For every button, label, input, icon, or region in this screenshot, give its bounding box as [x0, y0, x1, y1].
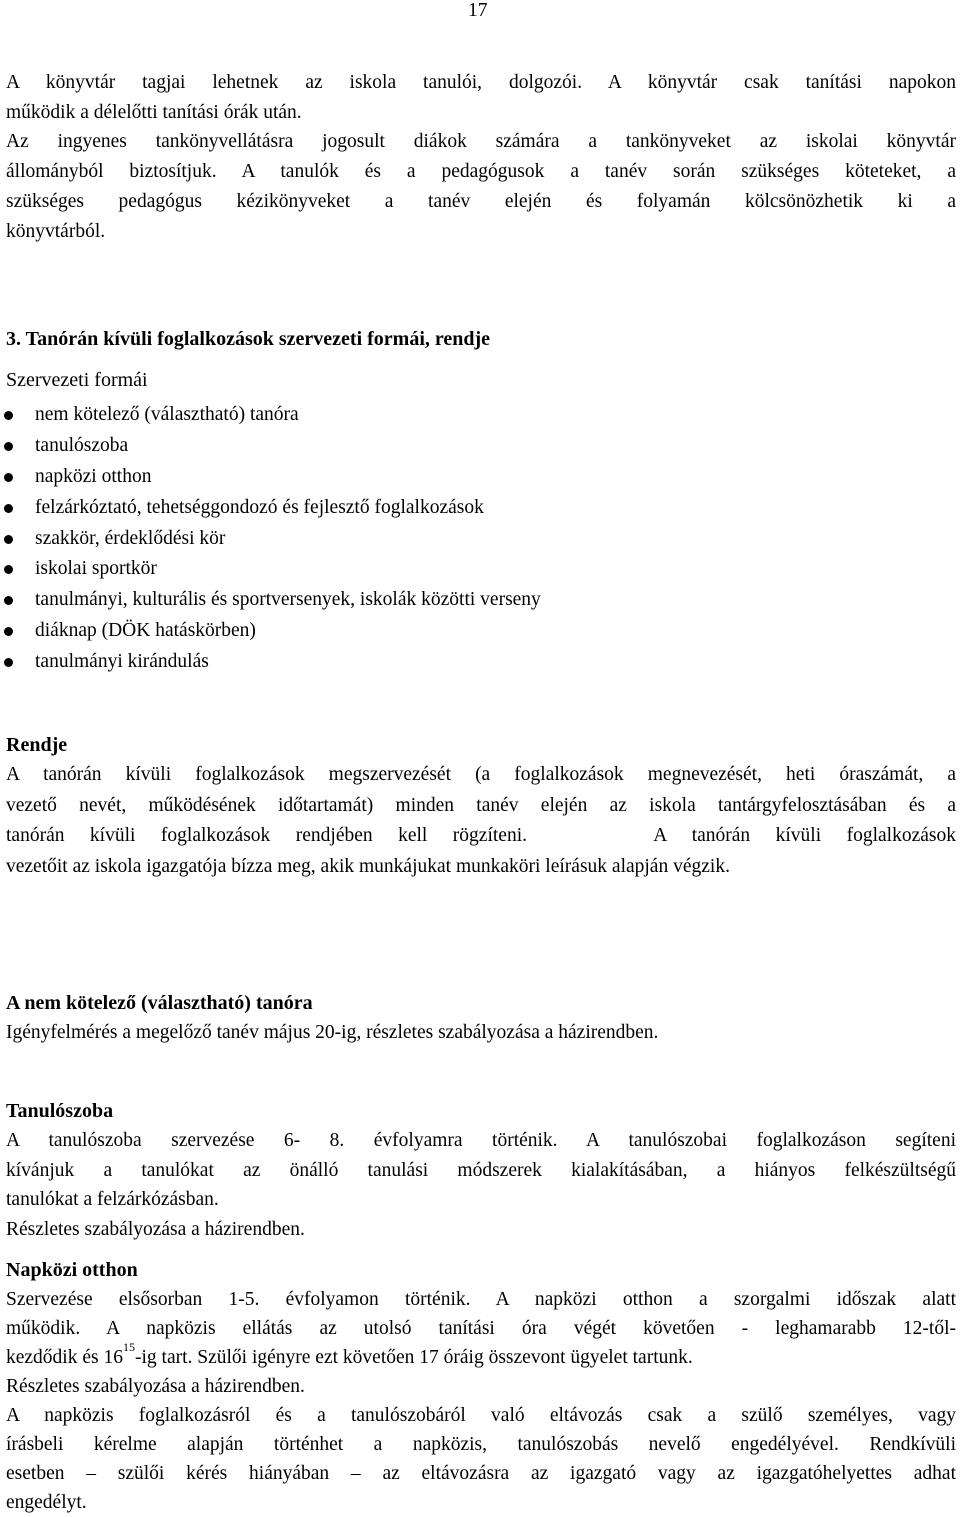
study-room-paragraph [6, 1126, 956, 1245]
list-item: szakkör, érdeklődési kör [0, 524, 541, 555]
day-care-heading: Napközi otthon [6, 1259, 138, 1281]
day-care-line: Részletes szabályozása a házirendben. [6, 1376, 305, 1397]
study-room-line: tanulókat a felzárkózásban. [6, 1189, 219, 1211]
study-room-line: kívánjuk a tanulókat az önálló tanulási módszerek kialakításában, a hiányos felkészültségű [6, 1159, 956, 1181]
day-care-line: esetben – szülői kérés hiányában – az eltávozásra az igazgató vagy az igazgatóhelyettes adhat [6, 1463, 956, 1484]
study-room-line: Részletes szabályozása a házirendben. [6, 1219, 305, 1241]
intro-line: szükséges pedagógus kézikönyveket a tanév elején és folyamán kölcsönözhetik ki a [6, 190, 956, 212]
rendje-heading: Rendje [6, 734, 68, 756]
day-care-line: Szervezése elsősorban 1-5. évfolyamon történik. A napközi otthon a szorgalmi időszak alatt [6, 1289, 956, 1310]
day-care-line [6, 1340, 956, 1372]
intro-line: könyvtárból. [6, 220, 106, 242]
list-item: felzárkóztató, tehetséggondozó és fejlesztő foglalkozások [0, 493, 541, 524]
forms-list [0, 400, 541, 678]
rendje-line: tanórán kívüli foglalkozások rendjében kell rögzíteni. A tanórán kívüli foglalkozások [6, 825, 956, 846]
intro-paragraph [6, 68, 956, 246]
day-care-line: írásbeli kérelme alapján történhet a napközis, tanulószobás nevelő engedélyével. Rendkívüli [6, 1434, 956, 1455]
optional-lesson-heading: A nem kötelező (választható) tanóra [6, 992, 313, 1014]
intro-line: állományból biztosítjuk. A tanulók és a pedagógusok a tanév során szükséges köteteket, a [6, 161, 956, 183]
rendje-line: vezető nevét, működésének időtartamát) minden tanév elején az iskola tantárgyfelosztásában és a [6, 794, 956, 816]
study-room-line: A tanulószoba szervezése 6- 8. évfolyamra történik. A tanulószobai foglalkozáson segíteni [6, 1130, 956, 1151]
day-care-line: engedélyt. [6, 1492, 87, 1513]
day-care-line: működik. A napközis ellátás az utolsó tanítási óra végét követően - leghamarabb 12-től- [6, 1318, 956, 1339]
rendje-line: A tanórán kívüli foglalkozások megszervezését (a foglalkozások megnevezését, heti óraszámát, a [6, 764, 956, 785]
section-title: 3. Tanórán kívüli foglalkozások szervezeti formái, rendje [6, 328, 491, 350]
list-item: tanulmányi, kulturális és sportversenyek, iskolák közötti verseny [0, 585, 541, 616]
list-item: diáknap (DÖK hatáskörben) [0, 616, 541, 647]
optional-lesson-text: Igényfelmérés a megelőző tanév május 20-ig, részletes szabályozása a házirendben. [6, 1022, 659, 1043]
list-item: napközi otthon [0, 462, 541, 493]
list-item: tanulószoba [0, 431, 541, 462]
page-number: 17 [468, 0, 488, 21]
intro-line: működik a délelőtti tanítási órák után. [6, 101, 302, 123]
day-care-text: kezdődik és 16 [6, 1347, 123, 1368]
study-room-heading: Tanulószoba [6, 1100, 114, 1122]
superscript-minutes: 15 [122, 1340, 135, 1354]
day-care-line: A napközis foglalkozásról és a tanulószobáról való eltávozás csak a szülő személyes, vagy [6, 1405, 956, 1426]
list-item: nem kötelező (választható) tanóra [0, 400, 541, 431]
list-item: tanulmányi kirándulás [0, 647, 541, 678]
rendje-paragraph [6, 760, 956, 882]
rendje-line: vezetőit az iskola igazgatója bízza meg, akik munkájukat munkaköri leírásuk alapján végzik. [6, 855, 730, 877]
day-care-text: -ig tart. Szülői igényre ezt követően 17 óráig összevont ügyelet tartunk. [134, 1347, 693, 1368]
day-care-paragraph [6, 1285, 956, 1517]
intro-line: A könyvtár tagjai lehetnek az iskola tanulói, dolgozói. A könyvtár csak tanítási napokon [6, 72, 956, 93]
intro-line: Az ingyenes tankönyvellátásra jogosult diákok számára a tankönyveket az iskolai könyvtár [6, 131, 956, 153]
list-item: iskolai sportkör [0, 554, 541, 585]
forms-heading: Szervezeti formái [6, 369, 148, 391]
